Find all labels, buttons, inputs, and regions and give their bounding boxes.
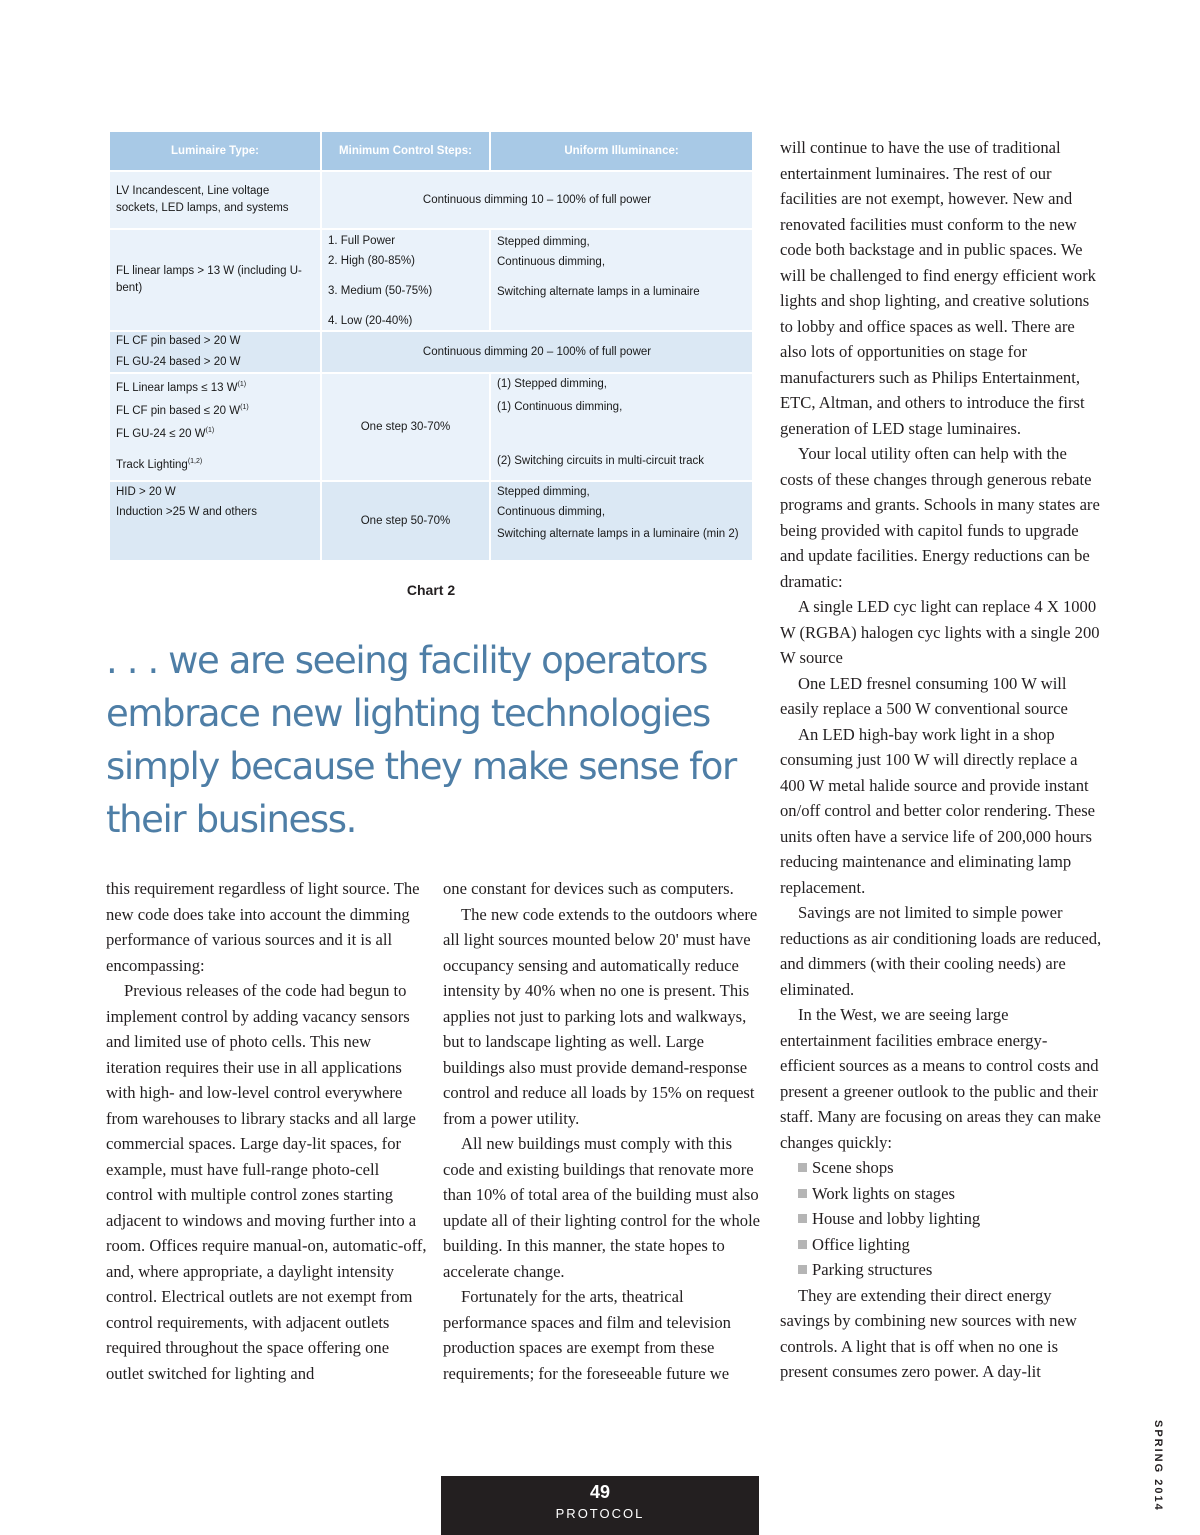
uniform-item: (1) Continuous dimming, xyxy=(497,401,623,413)
step-item: 3. Medium (50-75%) xyxy=(328,284,433,297)
uniform-item: (1) Stepped dimming, xyxy=(497,378,607,390)
body-paragraph: A single LED cyc light can replace 4 X 1000 W (RGBA) halogen cyc lights with a single 200 W source xyxy=(780,597,1100,667)
uniform-item: Continuous dimming, xyxy=(497,506,606,518)
step-item: 2. High (80-85%) xyxy=(328,254,415,267)
table-row xyxy=(109,331,753,373)
uniform-item: Stepped dimming, xyxy=(497,236,590,248)
uniform-item: (2) Switching circuits in multi-circuit track xyxy=(497,455,705,467)
control-cell: Continuous dimming 10 – 100% of full power xyxy=(321,171,753,229)
square-bullet-icon xyxy=(798,1163,807,1172)
issue-label: SPRING 2014 xyxy=(1152,1420,1164,1512)
list-item: Scene shops xyxy=(780,1155,1102,1181)
body-column-left xyxy=(106,876,428,1386)
list-item: Parking structures xyxy=(780,1257,1102,1283)
uniform-illuminance-cell xyxy=(490,481,753,561)
uniform-illuminance-cell xyxy=(490,229,753,331)
type-item: Induction >25 W and others xyxy=(116,506,257,518)
page-folio xyxy=(441,1476,759,1535)
uniform-item: Switching alternate lamps in a luminaire (min 2) xyxy=(497,528,739,540)
control-steps-cell: One step 30-70% xyxy=(321,373,490,481)
body-paragraph: Your local utility often can help with the costs of these changes through generous rebate programs and grants. Schools in many states are being provided with capitol funds to upgrade and update facilities. Energy reductions can be dramatic: xyxy=(780,444,1100,591)
table-row xyxy=(109,373,753,481)
header-minimum-control-steps: Minimum Control Steps: xyxy=(321,131,490,171)
square-bullet-icon xyxy=(798,1214,807,1223)
body-paragraph: One LED fresnel consuming 100 W will easily replace a 500 W conventional source xyxy=(780,673,1068,718)
type-item: HID > 20 W xyxy=(116,486,176,498)
list-item: House and lobby lighting xyxy=(780,1206,1102,1232)
list-item: Work lights on stages xyxy=(780,1181,1102,1207)
luminaire-type-cell: LV Incandescent, Line voltage sockets, LED lamps, and systems xyxy=(109,171,321,229)
body-paragraph: The new code extends to the outdoors where all light sources mounted below 20' must have occupancy sensing and automatically reduce intensity by 40% when no one is present. This applies not just to parking lots and walkways, but to landscape lighting as well. Large buildings also must provide demand-response control and reduce all loads by 15% on request from a power utility. xyxy=(443,904,758,1128)
body-paragraph: one constant for devices such as computers. xyxy=(443,879,734,898)
step-item: 1. Full Power xyxy=(328,234,396,247)
type-item: FL Linear lamps ≤ 13 $W^{(1)}$ xyxy=(116,381,247,394)
type-item: FL CF pin based > 20 W xyxy=(116,335,241,347)
body-paragraph: will continue to have the use of traditional entertainment luminaires. The rest of our facilities are not exempt, however. New and renovated facilities must conform to the new code both backstage and in public spaces. We will be challenged to find energy efficient work lights and shop lighting, and creative solutions to lobby and office spaces as well. There are also lots of opportunities on stage for manufacturers such as Philips Entertainment, ETC, Altman, and others to introduce the first generation of LED stage luminaires. xyxy=(780,138,1096,438)
chart-2-table xyxy=(108,130,754,562)
footnote-ref: (1) xyxy=(240,404,249,412)
type-item: FL CF pin based ≤ 20 $W^{(1)}$ xyxy=(116,404,249,417)
luminaire-type-cell xyxy=(109,481,321,561)
list-item: Office lighting xyxy=(780,1232,1102,1258)
body-paragraph: An LED high-bay work light in a shop consuming just 100 W will directly replace a 400 W metal halide source and provide instant on/off control and better color rendering. These units often have a service life of 200,000 hours reducing maintenance and eliminating lamp replacement. xyxy=(780,724,1096,897)
type-item: FL GU-24 ≤ 20 $W^{(1)}$ xyxy=(116,427,215,440)
body-column-middle xyxy=(443,876,765,1386)
body-paragraph: They are extending their direct energy savings by combining new sources with new controls. A light that is off when no one is present consumes zero power. A day-lit xyxy=(780,1285,1077,1381)
luminaire-type-cell xyxy=(109,373,321,481)
square-bullet-icon xyxy=(798,1240,807,1249)
control-cell: Continuous dimming 20 – 100% of full power xyxy=(321,331,753,373)
body-paragraph: Savings are not limited to simple power reductions as air conditioning loads are reduced, and dimmers (with their cooling needs) are eliminated. xyxy=(780,903,1102,999)
square-bullet-icon xyxy=(798,1189,807,1198)
table-row xyxy=(109,229,753,331)
table-row xyxy=(109,171,753,229)
uniform-item: Switching alternate lamps in a luminaire xyxy=(497,286,700,298)
header-uniform-illuminance: Uniform Illuminance: xyxy=(490,131,753,171)
body-paragraph: this requirement regardless of light source. The new code does take into account the dimming performance of various sources and it is all encompassing: xyxy=(106,879,420,975)
control-steps-cell xyxy=(321,229,490,331)
body-paragraph: Previous releases of the code had begun to implement control by adding vacancy sensors and limited use of photo cells. This new iteration requires their use in all applications with high- and low-level control everywhere from warehouses to library stacks and all large commercial spaces. Large day-lit spaces, for example, must have full-range photo-cell control with multiple control zones starting adjacent to windows and moving further into a room. Offices require manual-on, automatic-off, and, where appropriate, a daylight intensity control. Electrical outlets are not exempt from control requirements, with adjacent outlets required throughout the space offering one outlet switched for lighting and xyxy=(106,981,427,1383)
control-steps-cell: One step 50-70% xyxy=(321,481,490,561)
footnote-ref: (1) xyxy=(205,427,215,435)
header-luminaire-type: Luminaire Type: xyxy=(109,131,321,171)
uniform-item: Continuous dimming, xyxy=(497,256,606,268)
body-column-right xyxy=(780,135,1102,1385)
table-header-row xyxy=(109,131,753,171)
square-bullet-icon xyxy=(798,1265,807,1274)
pull-quote: . . . we are seeing facility operators embrace new lighting technologies simply because they make sense for their business. xyxy=(106,639,736,841)
step-item: 4. Low (20-40%) xyxy=(328,314,413,327)
body-paragraph: In the West, we are seeing large entertainment facilities embrace energy-efficient sources as a means to control costs and present a greener outlook to the public and their staff. Many are focusing on areas they can make changes quickly: xyxy=(780,1005,1101,1152)
type-item: FL GU-24 based > 20 W xyxy=(116,356,241,368)
page-number: 49 xyxy=(589,1482,611,1502)
table-row xyxy=(109,481,753,561)
body-paragraph: Fortunately for the arts, theatrical performance spaces and film and television production spaces are exempt from these requirements; for the foreseeable future we xyxy=(443,1287,731,1383)
luminaire-type-cell: FL linear lamps > 13 W (including U-bent) xyxy=(109,229,321,331)
footnote-ref: (1) xyxy=(237,381,247,389)
type-item: Track Lighting$^{(1,2)}$ xyxy=(116,458,203,471)
magazine-name: PROTOCOL xyxy=(555,1506,645,1521)
luminaire-type-cell xyxy=(109,331,321,373)
chart-caption: Chart 2 xyxy=(406,582,456,598)
uniform-item: Stepped dimming, xyxy=(497,486,590,498)
footnote-ref: (1,2) xyxy=(187,458,203,466)
body-paragraph: All new buildings must comply with this code and existing buildings that renovate more than 10% of total area of the building must also update all of their lighting control for the whole building. In this manner, the state hopes to accelerate change. xyxy=(443,1134,761,1281)
uniform-illuminance-cell xyxy=(490,373,753,481)
